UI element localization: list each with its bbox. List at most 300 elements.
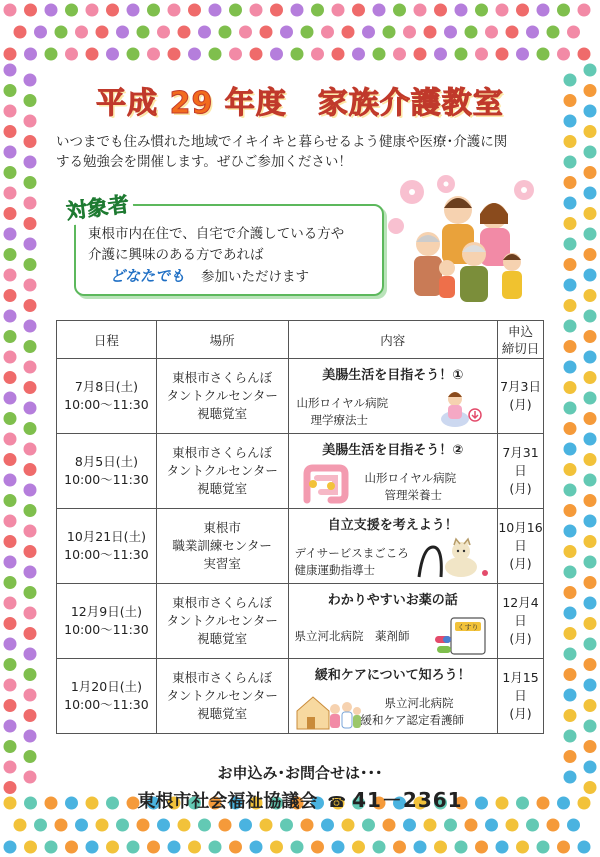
border-dot	[311, 48, 324, 61]
border-dot	[291, 48, 304, 61]
border-dot	[24, 668, 37, 681]
border-dot	[584, 351, 597, 364]
border-dot	[127, 4, 140, 17]
border-dot	[96, 26, 109, 39]
contact-line	[0, 784, 600, 813]
border-dot	[291, 4, 304, 17]
header-deadline-line1: 申込	[508, 323, 534, 339]
border-dot	[564, 545, 577, 558]
border-dot	[564, 709, 577, 722]
border-dot	[414, 48, 427, 61]
border-dot	[4, 248, 17, 261]
target-label: 対象者	[60, 188, 134, 226]
row-place-2: タントクルセンター	[166, 688, 278, 703]
table-row	[57, 434, 544, 509]
contact-intro: お申込み･お問合せは･･･	[217, 764, 383, 782]
border-dot	[34, 819, 47, 832]
border-dot	[24, 730, 37, 743]
border-dot	[584, 679, 597, 692]
border-dot	[496, 48, 509, 61]
border-dot	[567, 26, 580, 39]
row-weekday: (月)	[509, 631, 532, 646]
border-dot	[24, 566, 37, 579]
row-content-cell	[288, 584, 498, 659]
border-dot	[564, 504, 577, 517]
border-dot	[116, 819, 129, 832]
row-topic: 美腸生活を目指そう！②	[322, 443, 464, 458]
row-lecturer-1: デイサービスまごころ	[294, 546, 409, 560]
header-deadline-line2: 締切日	[501, 340, 540, 356]
border-dot	[564, 463, 577, 476]
border-dot	[584, 699, 597, 712]
row-place-2: タントクルセンター	[166, 613, 278, 628]
row-place-2: タントクルセンター	[166, 388, 278, 403]
border-dot	[526, 819, 539, 832]
border-dot	[564, 156, 577, 169]
medicine-bag-icon	[431, 612, 489, 656]
border-dot	[564, 648, 577, 661]
border-dot	[564, 443, 577, 456]
table-header-row	[57, 321, 544, 359]
row-time: 10:00～11:30	[64, 472, 149, 487]
border-dot	[24, 648, 37, 661]
border-dot	[584, 330, 597, 343]
border-dot	[198, 819, 211, 832]
border-dot	[564, 135, 577, 148]
border-dot	[157, 819, 170, 832]
border-dot	[564, 422, 577, 435]
border-dot	[4, 638, 17, 651]
row-time: 10:00～11:30	[64, 547, 149, 562]
border-dot	[4, 125, 17, 138]
target-line-2: 介護に興味のある方であれば	[88, 247, 264, 263]
row-deadline-cell	[498, 434, 544, 509]
border-dot	[584, 207, 597, 220]
border-dot	[332, 48, 345, 61]
border-dot	[14, 819, 27, 832]
border-dot	[321, 26, 334, 39]
border-dot	[24, 504, 37, 517]
border-dot	[24, 443, 37, 456]
border-dot	[564, 627, 577, 640]
border-dot	[24, 402, 37, 415]
row-time: 10:00～11:30	[64, 397, 149, 412]
border-dot	[424, 819, 437, 832]
family-illustration-icon	[384, 170, 544, 310]
table-row	[57, 584, 544, 659]
border-dot	[485, 819, 498, 832]
border-dot	[4, 207, 17, 220]
border-dot	[564, 730, 577, 743]
border-dot	[24, 607, 37, 620]
border-dot	[584, 392, 597, 405]
table-row	[57, 659, 544, 734]
border-dot	[564, 299, 577, 312]
border-dot	[455, 48, 468, 61]
row-place-2: 職業訓練センター	[172, 538, 272, 553]
border-dot	[45, 841, 58, 854]
border-dot	[373, 841, 386, 854]
border-dot	[564, 238, 577, 251]
row-deadline: 12月4日	[502, 595, 539, 628]
border-dot	[24, 238, 37, 251]
border-dot	[332, 4, 345, 17]
border-dot	[564, 586, 577, 599]
border-dot	[260, 819, 273, 832]
border-dot	[4, 494, 17, 507]
border-dot	[127, 841, 140, 854]
border-dot	[496, 4, 509, 17]
page-title: 平成 29 年度 家族介護教室	[96, 86, 504, 121]
schedule-table	[56, 320, 544, 734]
row-date-cell	[57, 359, 157, 434]
row-place-3: 実習室	[203, 556, 241, 571]
row-place-1: 東根市	[203, 520, 241, 535]
border-dot	[229, 841, 242, 854]
border-dot	[424, 26, 437, 39]
border-dot	[168, 48, 181, 61]
border-dot	[584, 269, 597, 282]
row-content-cell	[288, 359, 498, 434]
border-dot	[4, 617, 17, 630]
border-dot	[4, 679, 17, 692]
border-dot	[4, 48, 17, 61]
border-dot	[4, 412, 17, 425]
row-place-1: 東根市さくらんぼ	[172, 445, 273, 460]
intro-line-1: いつまでも住み慣れた地域でイキイキと暮らせるよう健康や医療･介護に関	[56, 134, 508, 150]
border-dot	[45, 48, 58, 61]
border-dot	[434, 48, 447, 61]
border-dot	[526, 26, 539, 39]
border-dot	[537, 841, 550, 854]
border-dot	[75, 819, 88, 832]
border-dot	[342, 26, 355, 39]
border-dot	[127, 48, 140, 61]
row-lecturer-1: 山形ロイヤル病院	[296, 396, 389, 410]
table-row	[57, 359, 544, 434]
border-dot	[465, 26, 478, 39]
border-dot	[4, 699, 17, 712]
row-weekday: (月)	[509, 706, 532, 721]
border-dot	[564, 381, 577, 394]
border-dot	[567, 819, 580, 832]
border-dot	[584, 146, 597, 159]
border-dot	[106, 4, 119, 17]
border-dot	[86, 4, 99, 17]
row-date: 8月5日(土)	[74, 454, 138, 469]
row-date: 7月8日(土)	[74, 379, 138, 394]
border-dot	[352, 841, 365, 854]
intro-text	[56, 132, 556, 172]
row-lecturer-1: 山形ロイヤル病院	[364, 471, 457, 485]
border-dot	[4, 720, 17, 733]
border-dot	[137, 819, 150, 832]
row-deadline-cell	[498, 359, 544, 434]
border-dot	[4, 166, 17, 179]
border-dot	[455, 4, 468, 17]
header-date: 日程	[57, 321, 157, 359]
border-dot	[178, 819, 191, 832]
border-dot	[475, 841, 488, 854]
border-dot	[229, 4, 242, 17]
border-dot	[557, 48, 570, 61]
border-dot	[4, 392, 17, 405]
border-dot	[584, 576, 597, 589]
row-topic: 美腸生活を目指そう！①	[322, 368, 464, 383]
border-dot	[24, 422, 37, 435]
row-lecturer-2: 理学療法士	[310, 413, 369, 427]
border-dot	[311, 4, 324, 17]
header-deadline	[498, 321, 544, 359]
row-place-2: タントクルセンター	[166, 463, 278, 478]
border-dot	[24, 381, 37, 394]
border-dot	[4, 146, 17, 159]
border-dot	[24, 340, 37, 353]
border-dot	[168, 841, 181, 854]
border-dot	[321, 819, 334, 832]
border-dot	[188, 4, 201, 17]
border-dot	[444, 26, 457, 39]
row-lecturer-2: 緩和ケア認定看護師	[360, 713, 465, 727]
border-dot	[584, 187, 597, 200]
row-date: 10月21日(土)	[66, 529, 146, 544]
row-date: 12月9日(土)	[70, 604, 142, 619]
border-dot	[578, 841, 591, 854]
border-dot	[4, 433, 17, 446]
border-dot	[24, 525, 37, 538]
medicine-bag-label: くすり	[457, 623, 479, 632]
border-dot	[4, 289, 17, 302]
border-dot	[24, 689, 37, 702]
row-place-3: 視聴覚室	[197, 481, 248, 496]
border-dot	[584, 494, 597, 507]
border-dot	[403, 26, 416, 39]
border-dot	[219, 26, 232, 39]
target-line-1: 東根市内在住で、自宅で介護している方や	[88, 226, 345, 242]
border-dot	[393, 4, 406, 17]
border-dot	[24, 709, 37, 722]
border-dot	[516, 841, 529, 854]
border-dot	[24, 586, 37, 599]
border-dot	[444, 819, 457, 832]
border-dot	[34, 26, 47, 39]
border-dot	[465, 819, 478, 832]
border-dot	[280, 26, 293, 39]
border-dot	[24, 299, 37, 312]
border-dot	[584, 248, 597, 261]
border-dot	[4, 515, 17, 528]
border-dot	[584, 638, 597, 651]
row-deadline: 7月31日	[502, 445, 539, 478]
border-dot	[45, 4, 58, 17]
border-dot	[4, 228, 17, 241]
border-dot	[24, 217, 37, 230]
border-dot	[260, 26, 273, 39]
border-dot	[342, 819, 355, 832]
row-place-1: 東根市さくらんぼ	[172, 670, 273, 685]
border-dot	[496, 841, 509, 854]
border-dot	[4, 187, 17, 200]
border-dot	[584, 125, 597, 138]
border-dot	[24, 463, 37, 476]
border-dot	[4, 597, 17, 610]
border-dot	[280, 819, 293, 832]
border-dot	[557, 4, 570, 17]
border-dot	[24, 545, 37, 558]
border-dot	[65, 841, 78, 854]
border-dot	[4, 740, 17, 753]
border-dot	[584, 166, 597, 179]
border-dot	[584, 228, 597, 241]
border-dot	[24, 279, 37, 292]
border-dot	[584, 658, 597, 671]
border-dot	[564, 279, 577, 292]
border-dot	[270, 48, 283, 61]
border-dot	[270, 841, 283, 854]
target-line-3	[88, 266, 372, 288]
border-dot	[475, 4, 488, 17]
border-dot	[96, 819, 109, 832]
border-dot	[14, 26, 27, 39]
border-dot	[383, 819, 396, 832]
border-dot	[24, 320, 37, 333]
border-dot	[209, 4, 222, 17]
border-dot	[564, 197, 577, 210]
border-dot	[564, 689, 577, 702]
border-dot	[4, 453, 17, 466]
border-dot	[564, 340, 577, 353]
row-lecturer-1: 県立河北病院	[384, 696, 454, 710]
border-dot	[209, 841, 222, 854]
border-dot	[250, 841, 263, 854]
border-dot	[75, 26, 88, 39]
border-dot	[584, 556, 597, 569]
border-dot	[65, 48, 78, 61]
border-dot	[564, 176, 577, 189]
border-dot	[584, 453, 597, 466]
border-dot	[578, 4, 591, 17]
border-dot	[250, 4, 263, 17]
border-dot	[537, 4, 550, 17]
exercise-cat-icon	[415, 537, 491, 581]
border-dot	[178, 26, 191, 39]
row-place-3: 視聴覚室	[197, 631, 248, 646]
row-date-cell	[57, 509, 157, 584]
border-dot	[584, 371, 597, 384]
header-place: 場所	[156, 321, 288, 359]
border-dot	[24, 484, 37, 497]
border-dot	[4, 576, 17, 589]
border-dot	[147, 4, 160, 17]
row-deadline: 1月15日	[502, 670, 539, 703]
border-dot	[584, 289, 597, 302]
border-dot	[564, 320, 577, 333]
header-content: 内容	[288, 321, 498, 359]
border-dot	[362, 26, 375, 39]
row-weekday: (月)	[509, 556, 532, 571]
border-dot	[86, 841, 99, 854]
border-dot	[4, 474, 17, 487]
row-place-cell	[156, 584, 288, 659]
border-dot	[270, 4, 283, 17]
row-date-cell	[57, 659, 157, 734]
row-weekday: (月)	[509, 397, 532, 412]
border-dot	[4, 556, 17, 569]
border-dot	[24, 135, 37, 148]
contact-phone: 41－2361	[352, 788, 463, 812]
contact-org: 東根市社会福祉協議会	[137, 791, 318, 812]
border-dot	[352, 4, 365, 17]
table-row	[57, 509, 544, 584]
border-dot	[4, 4, 17, 17]
border-dot	[188, 841, 201, 854]
border-dot	[24, 197, 37, 210]
row-deadline: 7月3日	[500, 379, 541, 394]
border-dot	[414, 4, 427, 17]
border-dot	[24, 4, 37, 17]
border-dot	[564, 566, 577, 579]
care-team-icon	[295, 689, 361, 731]
border-dot	[24, 156, 37, 169]
border-dot	[137, 26, 150, 39]
border-dot	[239, 26, 252, 39]
border-dot	[86, 48, 99, 61]
row-lecturer-2: 健康運動指導士	[294, 563, 376, 577]
border-dot	[24, 258, 37, 271]
border-dot	[584, 740, 597, 753]
border-dot	[393, 841, 406, 854]
border-dot	[584, 515, 597, 528]
border-dot	[564, 668, 577, 681]
toilet-woman-icon	[437, 389, 483, 429]
row-deadline: 10月16日	[498, 520, 543, 553]
border-dot	[564, 402, 577, 415]
border-dot	[4, 64, 17, 77]
border-dot	[250, 48, 263, 61]
border-dot	[547, 26, 560, 39]
border-dot	[4, 310, 17, 323]
border-dot	[147, 48, 160, 61]
border-dot	[116, 26, 129, 39]
border-dot	[584, 597, 597, 610]
row-weekday: (月)	[509, 481, 532, 496]
border-dot	[311, 841, 324, 854]
border-dot	[557, 841, 570, 854]
border-dot	[414, 841, 427, 854]
row-place-3: 視聴覚室	[197, 406, 248, 421]
border-dot	[168, 4, 181, 17]
border-dot	[106, 48, 119, 61]
border-dot	[584, 535, 597, 548]
border-dot	[24, 48, 37, 61]
border-dot	[475, 48, 488, 61]
border-dot	[24, 841, 37, 854]
border-dot	[584, 433, 597, 446]
row-deadline-cell	[498, 659, 544, 734]
border-dot	[362, 819, 375, 832]
border-dot	[564, 607, 577, 620]
row-content-cell	[288, 659, 498, 734]
border-dot	[506, 26, 519, 39]
row-place-cell	[156, 434, 288, 509]
border-dot	[147, 841, 160, 854]
border-dot	[4, 658, 17, 671]
intro-line-2: する勉強会を開催します。ぜひご参加ください！	[56, 154, 352, 170]
border-dot	[301, 819, 314, 832]
border-dot	[564, 217, 577, 230]
row-topic: 緩和ケアについて知ろう！	[314, 668, 471, 683]
border-dot	[485, 26, 498, 39]
